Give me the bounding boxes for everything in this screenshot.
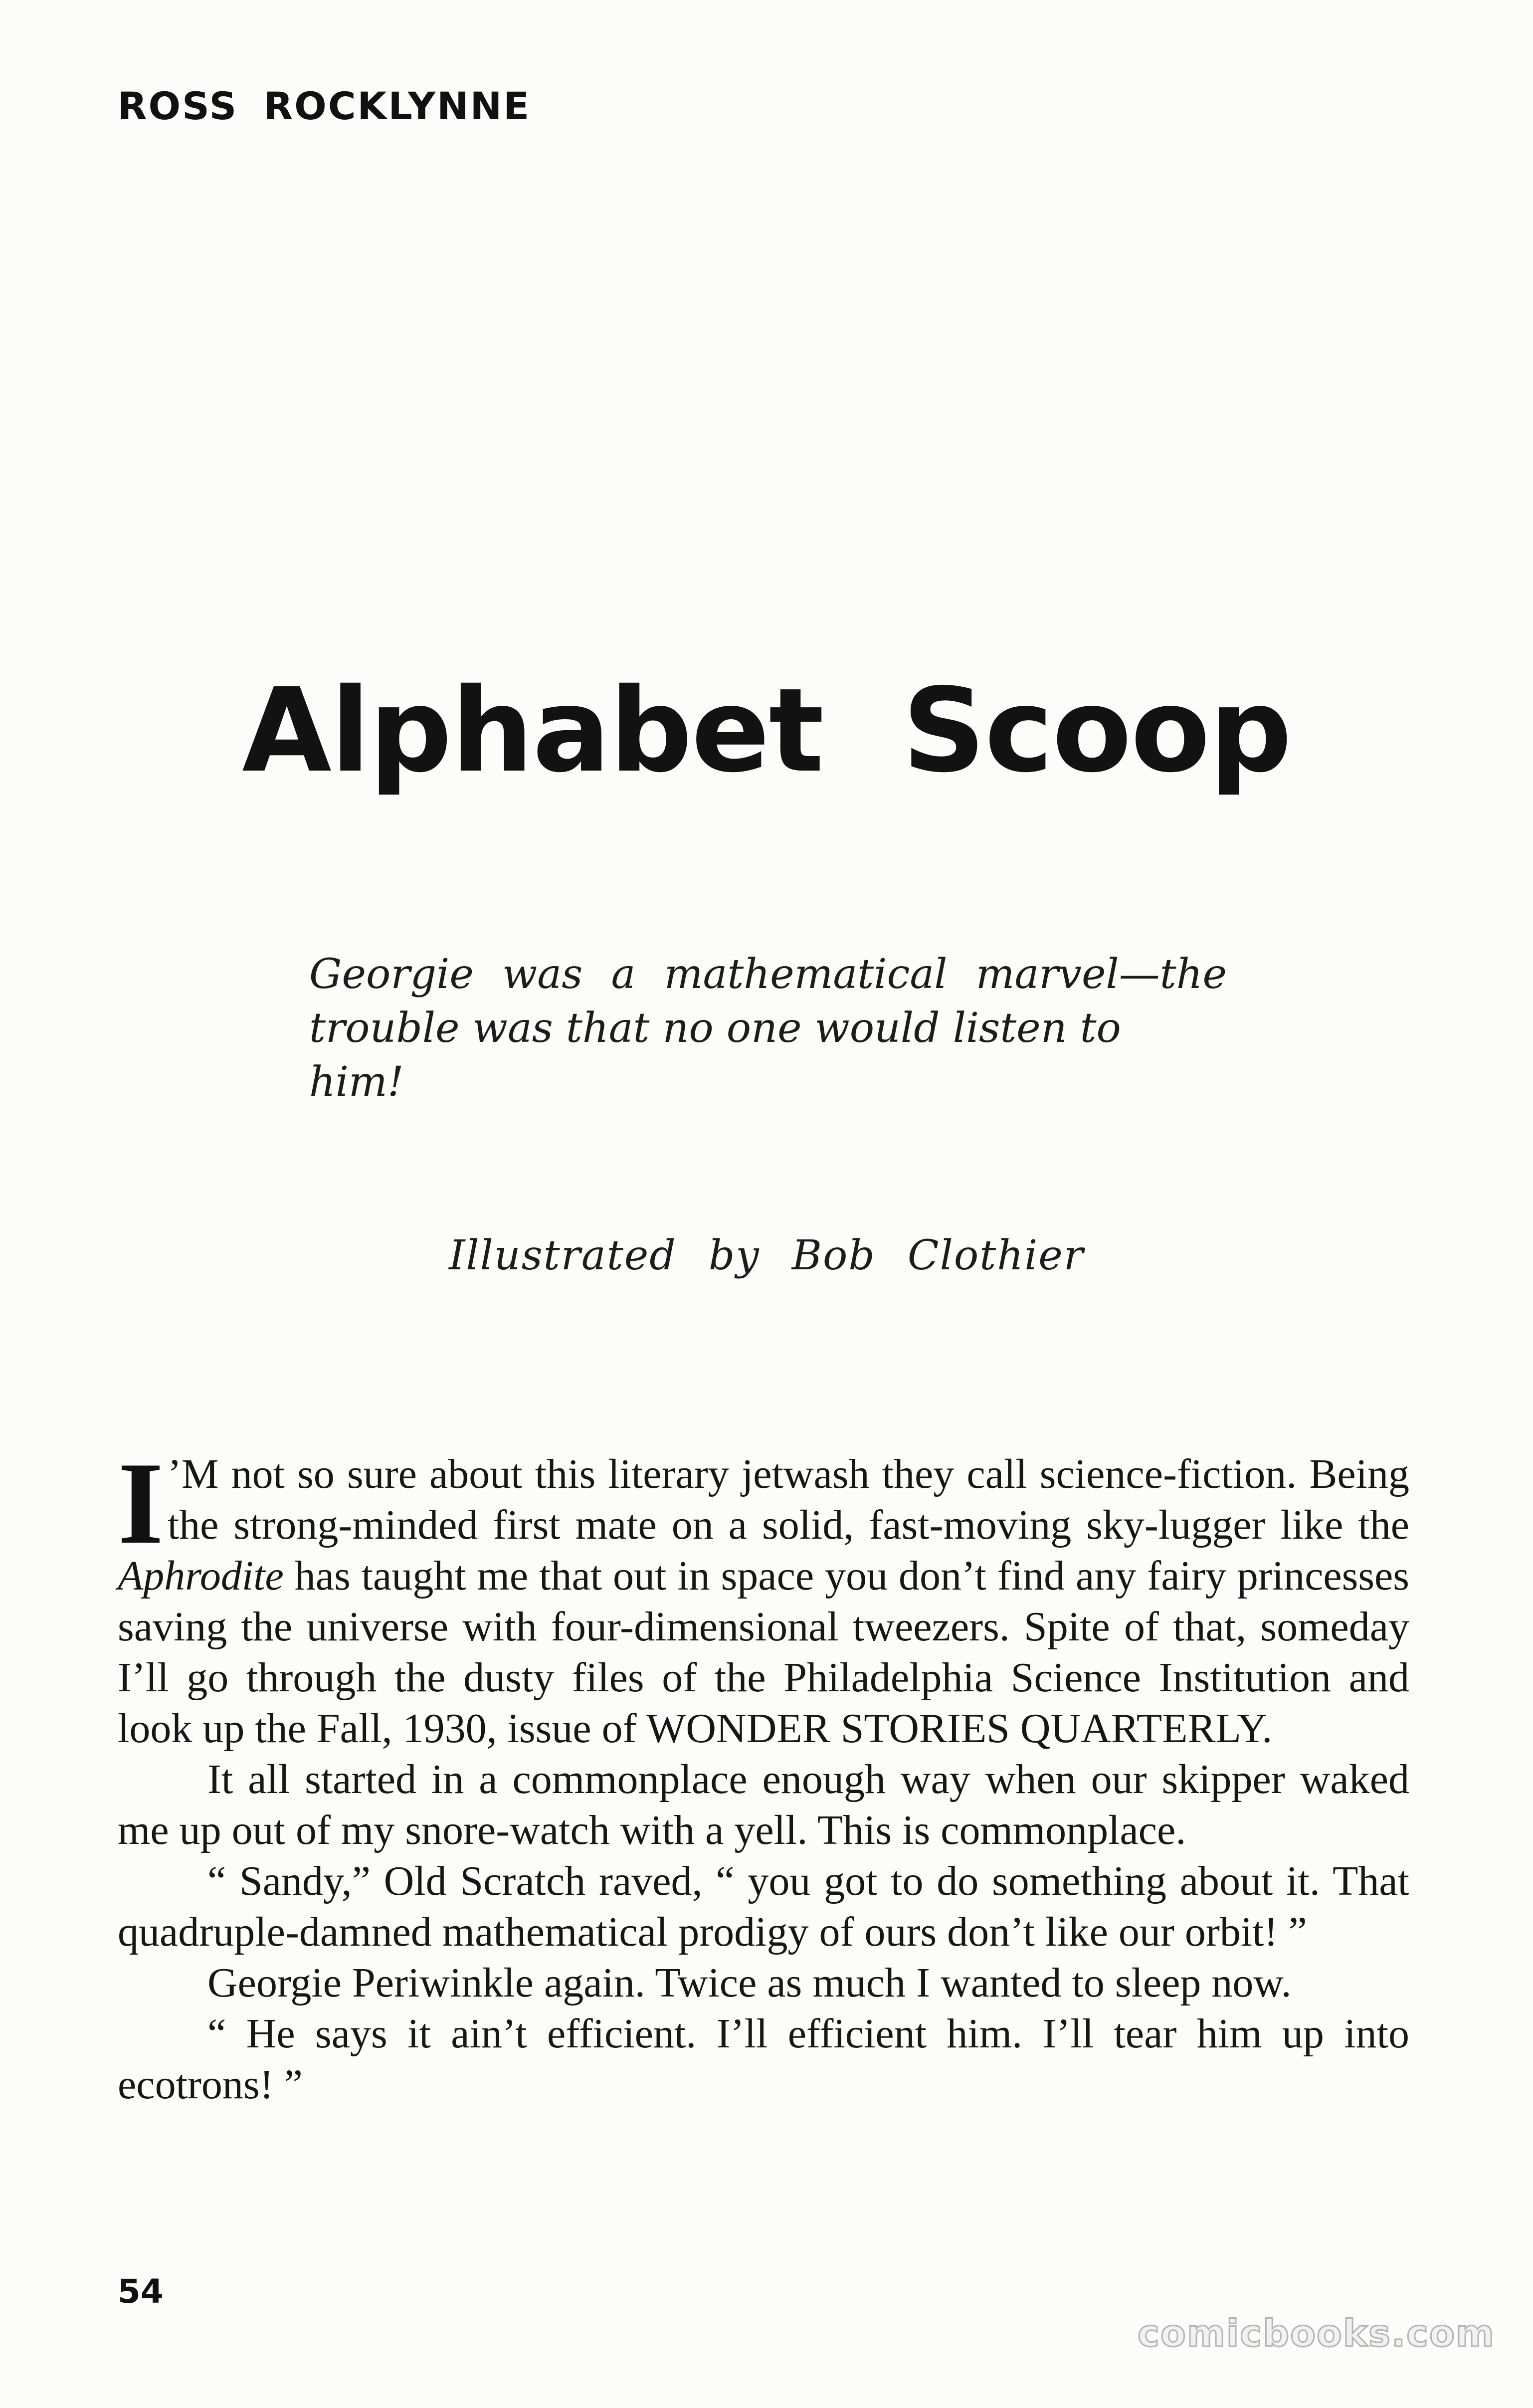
paragraph-4: Georgie Periwinkle again. Twice as much I wanted to sleep now. — [207, 1960, 1292, 2006]
paragraph-3: “ Sandy,” Old Scratch raved, “ you got to do something about it. That quadruple-damned mathematical prodigy of ours don’t like our orbit! ” — [118, 1858, 1409, 1955]
blurb-line-1: Georgie was a mathematical marvel—the — [309, 951, 1227, 998]
paragraph-2: It all started in a commonplace enough way when our skipper waked me up out of my snore-watch with a yell. This is commonplace. — [118, 1756, 1409, 1853]
paragraph-1 — [118, 1438, 1409, 1754]
story-title: Alphabet Scoop — [242, 663, 1291, 798]
story-blurb — [309, 948, 1227, 1109]
drop-cap: I — [118, 1438, 164, 1569]
paragraph-1-part-a: ’M not so sure about this literary jetwash they call science-fiction. Being the strong-minded first mate on a solid, fast-moving sky-lugger like the — [167, 1451, 1409, 1548]
paragraph-1-part-b: has taught me that out in space you don’t find any fairy princesses saving the universe with four-dimensional tweezers. Spite of that, someday I’ll go through the dusty files of the Philadelphia Science Institution and look up the Fall, 1930, issue of WONDER STORIES QUARTERLY. — [118, 1553, 1409, 1752]
ship-name: Aphrodite — [118, 1553, 284, 1599]
page-number: 54 — [118, 2272, 164, 2311]
blurb-line-2: trouble was that no one would listen to him! — [309, 1004, 1121, 1106]
illustrator-credit: Illustrated by Bob Clothier — [449, 1232, 1084, 1279]
paragraph-5: “ He says it ain’t efficient. I’ll efficient him. I’ll tear him up into ecotrons! ” — [118, 2010, 1409, 2108]
site-watermark: comicbooks.com — [1138, 2312, 1495, 2355]
author-name: ROSS ROCKLYNNE — [118, 84, 531, 128]
story-body — [118, 1438, 1409, 2110]
